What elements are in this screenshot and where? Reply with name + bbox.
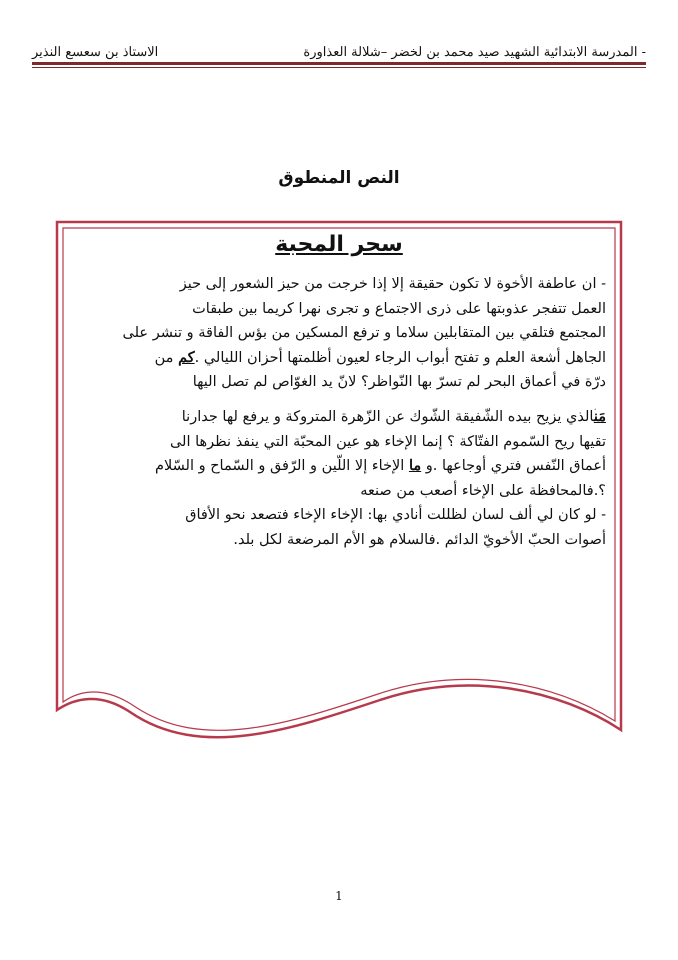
keyword-ma: ما [408,457,422,475]
school-name: المدرسة الابتدائية الشهيد صيد محمد بن لخضر –شلالة العذاورة - [303,45,646,60]
section-title: النص المنطوق [278,168,400,188]
p1-line-4-tail: من [154,349,179,366]
text-title: سحر المحبة [275,232,403,257]
p2-line-3b: الإخاء إلا اللّين و الرّفق و السّماح و السّلام [154,458,409,475]
p1-line-5: درّة في أعماق البحر لم تسرّ بها النّواظر؟ لانّ يد الغوّاص لم تصل اليها [192,374,606,391]
keyword-man: مَن [593,407,606,425]
p2-line-4: ؟.فالمحافظة على الإخاء أصعب من صنعه [360,482,606,499]
paragraph-2 [70,405,606,503]
page-number: 1 [335,889,343,903]
keyword-kam: كم [178,348,195,366]
text-body [70,272,606,553]
paragraph-1 [70,272,606,395]
p1-line-4: الجاهل أشعة العلم و تفتح أبواب الرجاء لعيون أظلمتها أحزان الليالي . [194,349,606,366]
p2-line-3a: أعماق النّفس فتري أوجاعها .و [421,458,606,475]
p1-line-2: العمل تتفجر عذوبتها على ذرى الاجتماع و تجرى نهرا كريما بين طبقات [192,300,606,317]
p1-line-1: - ان عاطفة الأخوة لا تكون حقيقة إلا إذا خرجت من حيز الشعور إلى حيز [179,276,606,292]
p1-line-3: المجتمع فتلقي بين المتقابلين سلاما و ترفع المسكين من بؤس الفاقة و تنشر على [122,325,606,342]
p2-line-2: تقيها ريح السّموم الفتّاكة ؟ إنما الإخاء هو عين المحبّة التي ينفذ نظرها الى [169,433,606,450]
p3-line-1: - لو كان لي ألف لسان لظللت أنادي بها: الإخاء الإخاء فتصعد نحو الأفاق [185,507,606,524]
p3-line-2: أصوات الحبّ الأخويّ الدائم .فالسلام هو الأم المرضعة لكل بلد. [233,531,606,548]
paragraph-3 [70,503,606,552]
teacher-name: الاستاذ بن سعسع النذير [32,45,159,60]
p2-line-1: ۛالذي يزيح بيده الشّفيقة الشّوك عن الزّهرة المتروكة و يرفع لها جدارنا [181,408,594,425]
